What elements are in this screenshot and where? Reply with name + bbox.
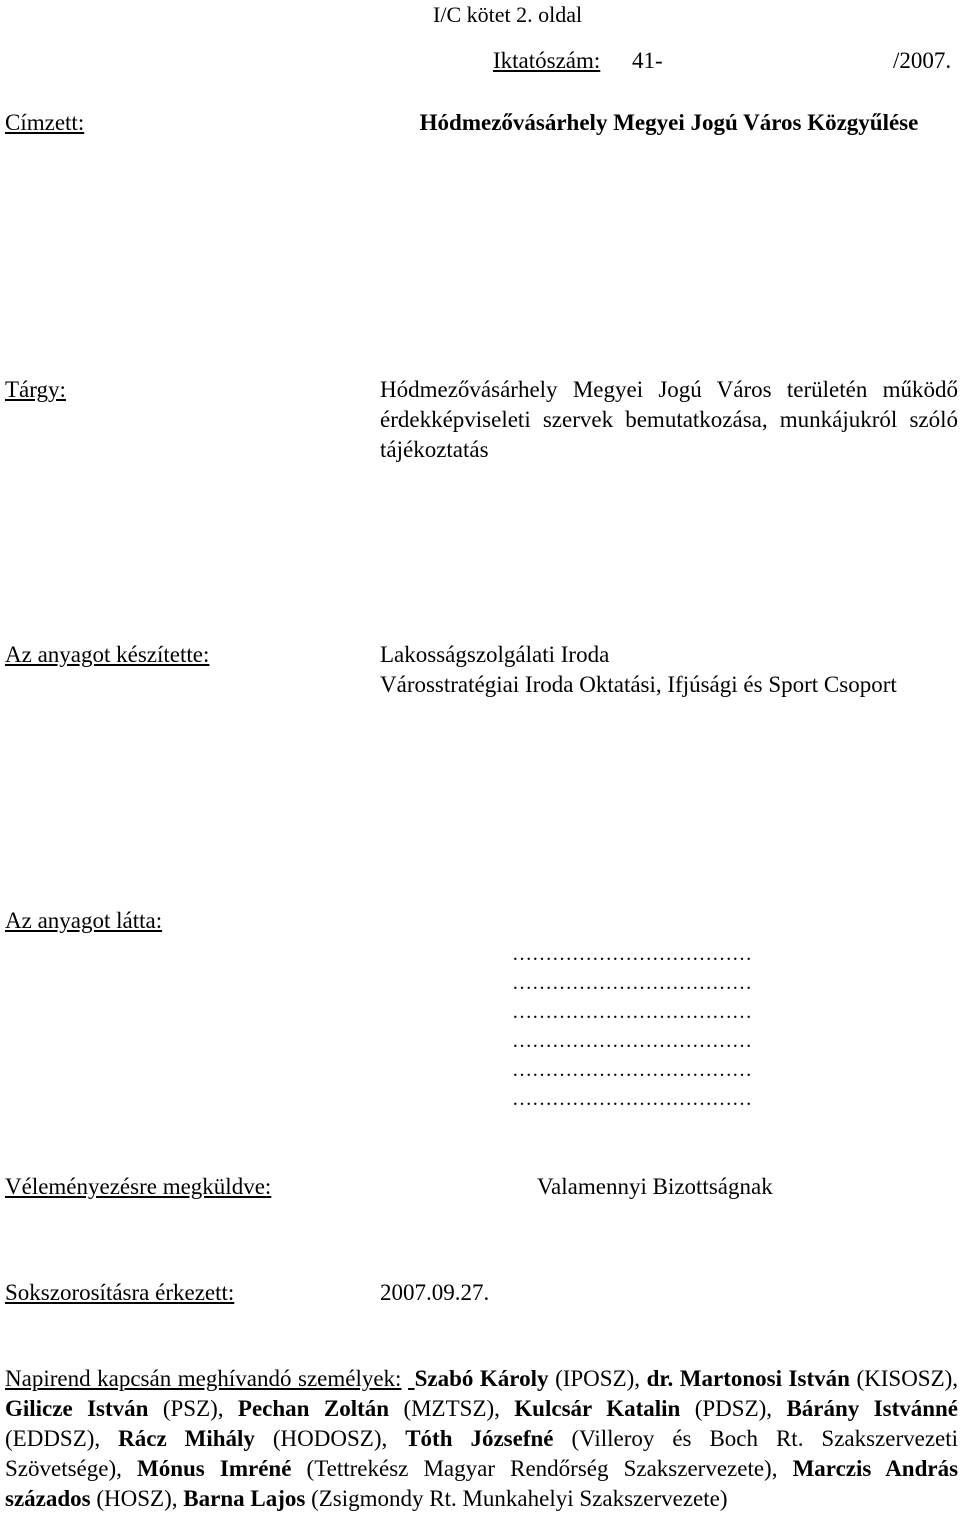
invitee-organisation: (PSZ), <box>162 1396 224 1421</box>
invitee-organisation: (Zsigmondy Rt. Munkahelyi Szakszervezete) <box>311 1486 728 1511</box>
subject-label: Tárgy: <box>5 377 66 402</box>
page-reference: I/C kötet 2. oldal <box>433 2 583 27</box>
invitees-label: Napirend kapcsán meghívandó személyek: <box>5 1366 402 1391</box>
invitee-organisation: (PDSZ), <box>694 1396 773 1421</box>
invitee-organisation: (KISOSZ), <box>856 1366 959 1391</box>
review-label: Véleményezésre megküldve: <box>5 1174 272 1199</box>
invitee-organisation: (HODOSZ), <box>272 1426 388 1451</box>
registration-label: Iktatószám: <box>493 48 601 73</box>
signature-line: ……………………………… <box>512 943 752 965</box>
invitee-name: Bárány Istvánné <box>786 1396 959 1421</box>
invitee-name: dr. Martonosi István <box>646 1366 850 1391</box>
invitee-organisation: (IPOSZ), <box>555 1366 641 1391</box>
invitee-name: Pechan Zoltán <box>237 1396 390 1421</box>
signature-line: ……………………………… <box>512 1059 752 1081</box>
prepared-by-label: Az anyagot készítette: <box>5 642 210 667</box>
invitees-paragraph <box>5 1364 958 1514</box>
invitee-name: Kulcsár Katalin <box>514 1396 681 1421</box>
signature-line: ……………………………… <box>512 1001 752 1023</box>
signature-lines <box>512 940 752 1114</box>
invitee-organisation: (HOSZ), <box>96 1486 178 1511</box>
invitee-name: Barna Lajos <box>183 1486 306 1511</box>
signature-line: ……………………………… <box>512 1088 752 1110</box>
invitee-name: Marczis András százados <box>5 1456 959 1511</box>
review-value: Valamennyi Bizottságnak <box>537 1174 773 1199</box>
invitee-name: Gilicze István <box>5 1396 149 1421</box>
invitee-name: Mónus Imréné <box>137 1456 292 1481</box>
invitee-name: Szabó Károly <box>414 1366 549 1391</box>
recipient-value: Hódmezővásárhely Megyei Jogú Város Közgyűlése <box>419 110 919 135</box>
prepared-by-value <box>380 640 958 700</box>
registration-year: /2007. <box>893 48 952 73</box>
subject-value: Hódmezővásárhely Megyei Jogú Város területén működő érdekképviseleti szervek bemutatkozása, munkájukról szóló tájékoztatás <box>380 377 958 462</box>
prepared-by-line-2: Városstratégiai Iroda Oktatási, Ifjúsági és Sport Csoport <box>380 672 897 697</box>
recipient-label: Címzett: <box>5 110 85 135</box>
copying-date: 2007.09.27. <box>380 1280 490 1305</box>
registration-number: 41- <box>632 48 663 73</box>
seen-by-label: Az anyagot látta: <box>5 908 163 933</box>
signature-line: ……………………………… <box>512 972 752 994</box>
invitee-name: Tóth Józsefné <box>405 1426 554 1451</box>
invitee-organisation: (Tettrekész Magyar Rendőrség Szakszervezete), <box>306 1456 778 1481</box>
copying-label: Sokszorosításra érkezett: <box>5 1280 235 1305</box>
invitee-name: Rácz Mihály <box>118 1426 255 1451</box>
prepared-by-line-1: Lakosságszolgálati Iroda <box>380 642 610 667</box>
invitee-organisation: (EDDSZ), <box>5 1426 101 1451</box>
invitee-organisation: (MZTSZ), <box>403 1396 500 1421</box>
invitee-organisation: (Villeroy és Boch Rt. Szakszervezeti Szövetsége), <box>5 1426 959 1481</box>
signature-line: ……………………………… <box>512 1030 752 1052</box>
